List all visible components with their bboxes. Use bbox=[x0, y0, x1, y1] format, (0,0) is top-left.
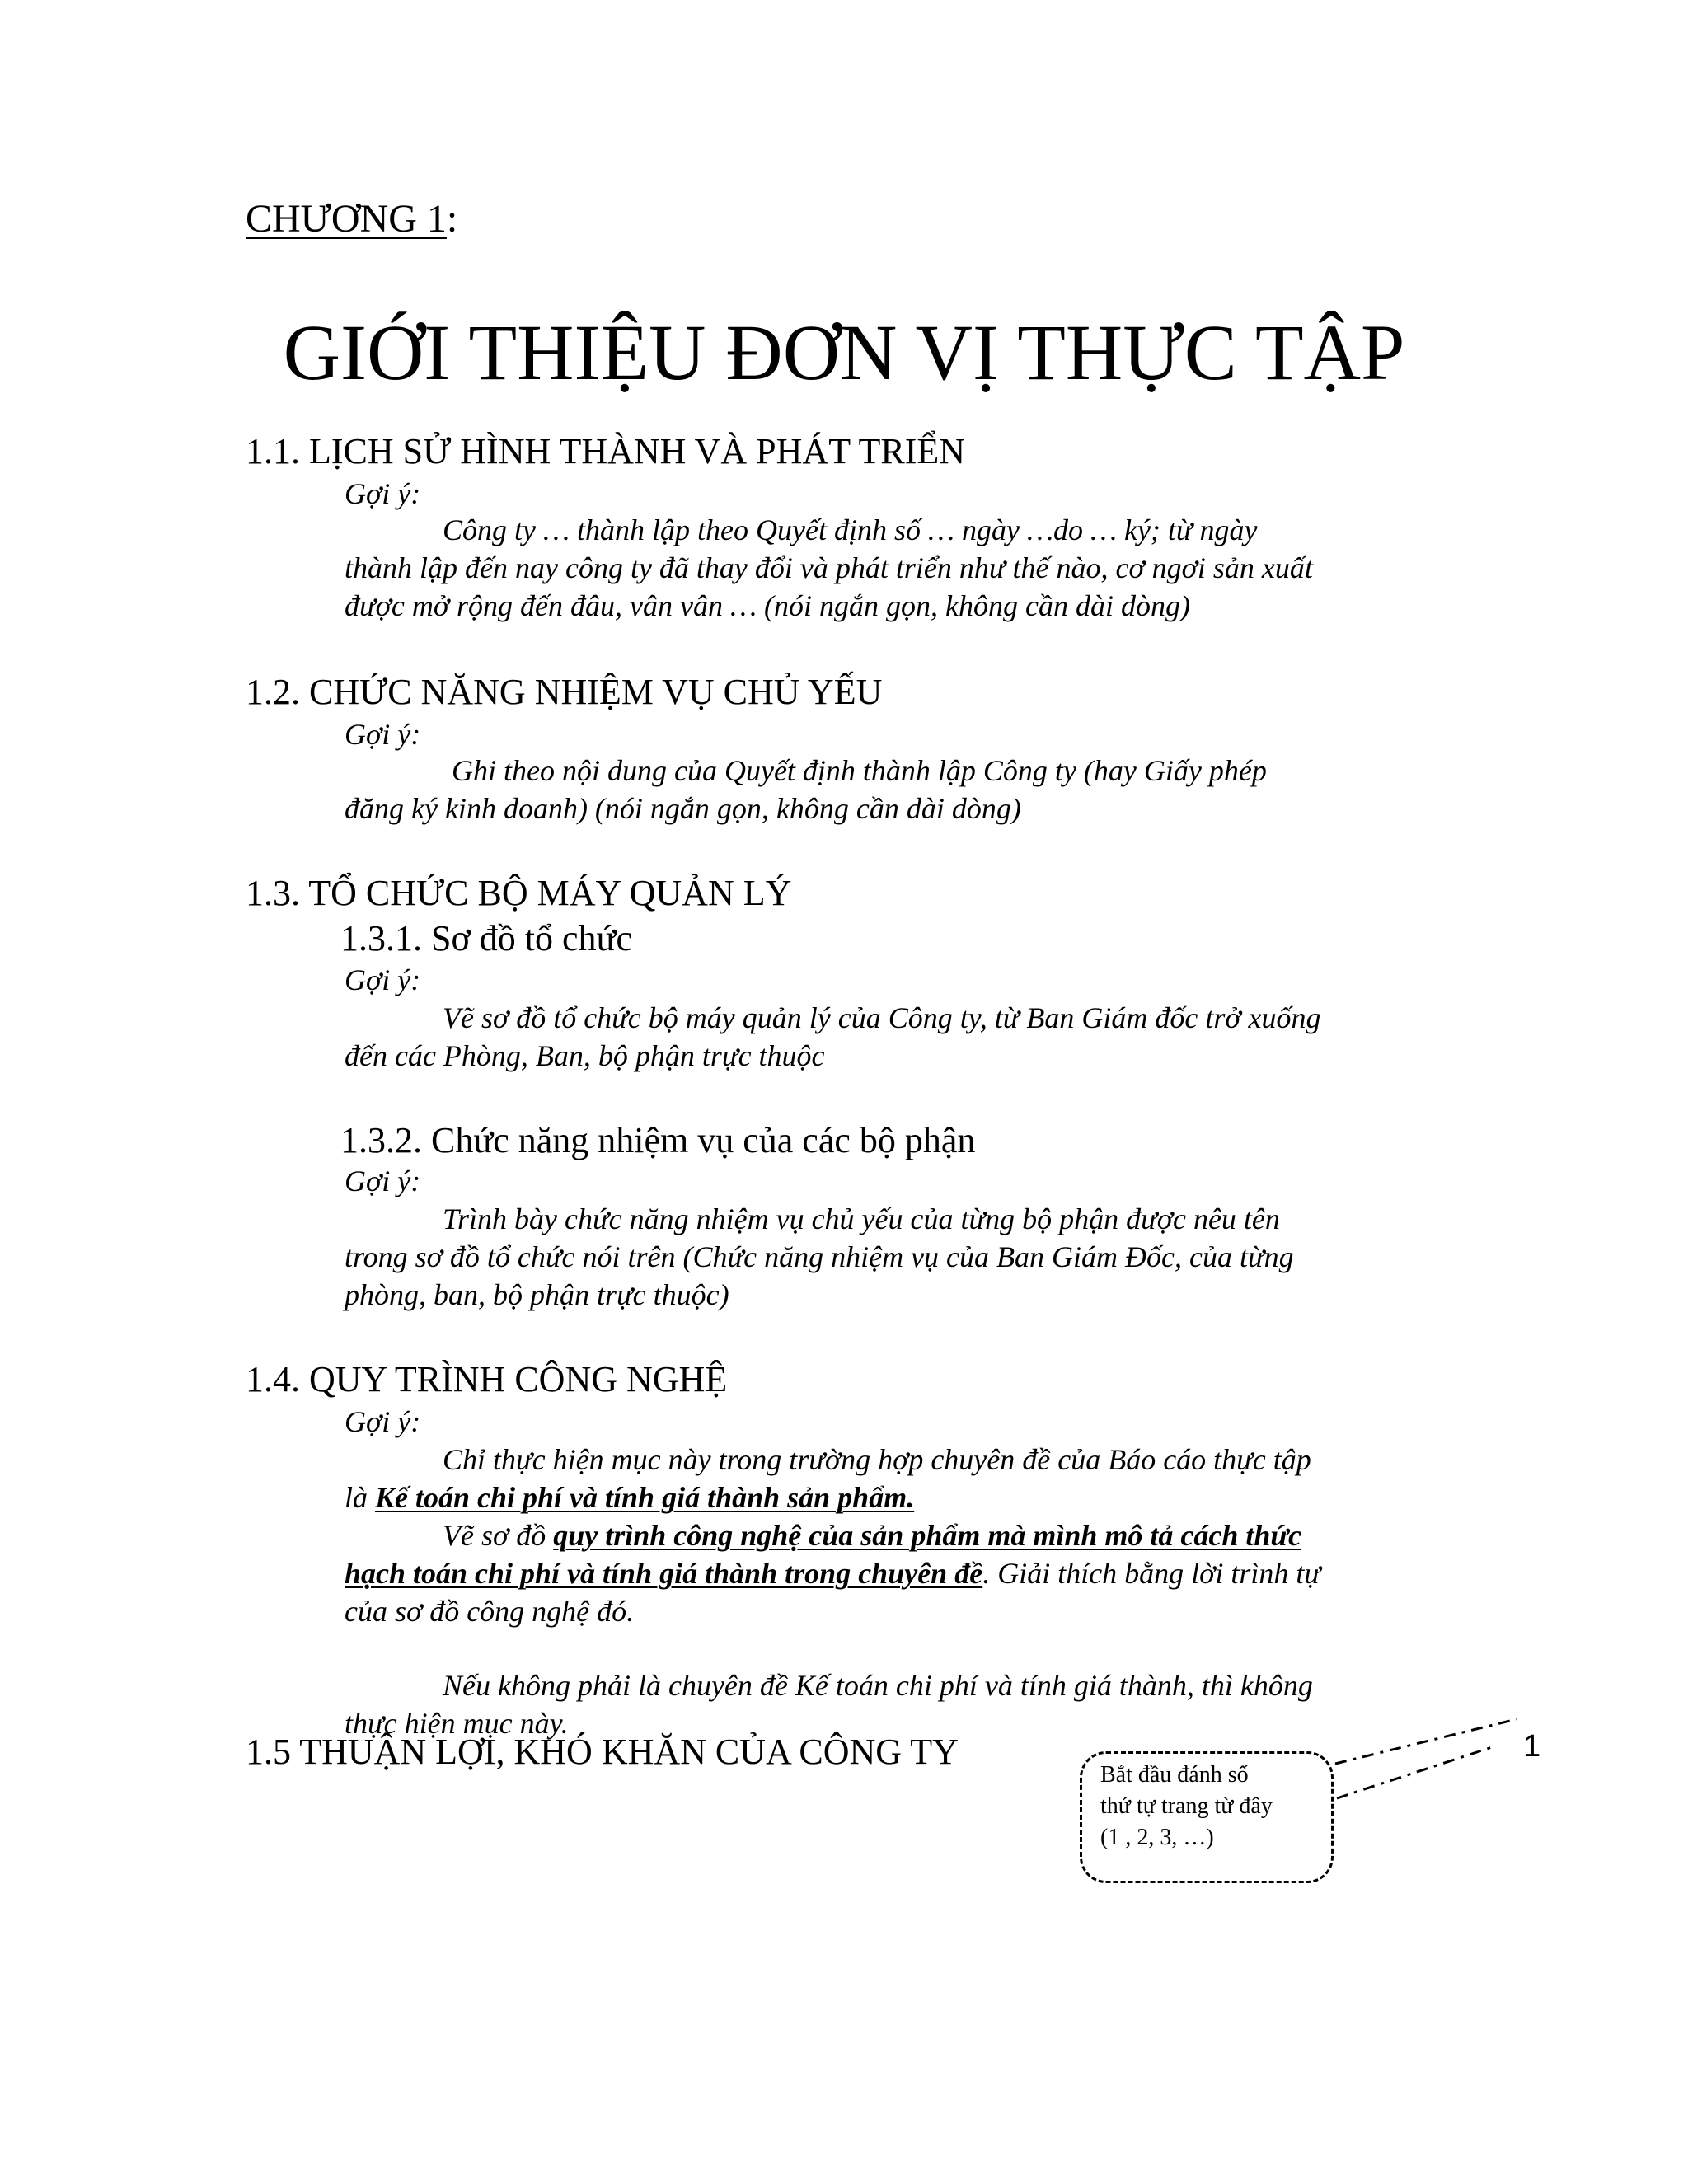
section-1-4-heading: 1.4. QUY TRÌNH CÔNG NGHỆ bbox=[246, 1359, 728, 1399]
hint-text: hạch toán chi phí và tính giá thành trong chuyên đề. Giải thích bằng lời trình tự bbox=[345, 1557, 1321, 1590]
section-1-5-heading: 1.5 THUẬN LỢI, KHÓ KHĂN CỦA CÔNG TY bbox=[246, 1732, 959, 1772]
section-1-3-1-heading: 1.3.1. Sơ đồ tổ chức bbox=[340, 918, 632, 958]
callout-text: (1 , 2, 3, …) bbox=[1100, 1825, 1214, 1850]
section-1-2-heading: 1.2. CHỨC NĂNG NHIỆM VỤ CHỦ YẾU bbox=[246, 672, 883, 712]
hint-text: được mở rộng đến đâu, vân vân … (nói ngắn gọn, không cần dài dòng) bbox=[345, 589, 1190, 622]
hint-text: của sơ đồ công nghệ đó. bbox=[345, 1595, 635, 1628]
hint-text: Chỉ thực hiện mục này trong trường hợp chuyên đề của Báo cáo thực tập bbox=[443, 1443, 1311, 1476]
hint-text: trong sơ đồ tổ chức nói trên (Chức năng nhiệm vụ của Ban Giám Đốc, của từng bbox=[345, 1240, 1294, 1273]
hint-text: Vẽ sơ đồ tổ chức bộ máy quản lý của Công ty, từ Ban Giám đốc trở xuống bbox=[443, 1001, 1321, 1034]
hint-text: Trình bày chức năng nhiệm vụ chủ yếu của từng bộ phận được nêu tên bbox=[443, 1202, 1280, 1235]
hint-label: Gợi ý: bbox=[345, 477, 421, 510]
page-number: 1 bbox=[1523, 1729, 1541, 1764]
hint-text: là Kế toán chi phí và tính giá thành sản phẩm. bbox=[345, 1481, 915, 1514]
hint-text: thực hiện mục này. bbox=[345, 1707, 569, 1740]
hint-text: Nếu không phải là chuyên đề Kế toán chi phí và tính giá thành, thì không bbox=[443, 1669, 1313, 1702]
section-1-1-heading: 1.1. LỊCH SỬ HÌNH THÀNH VÀ PHÁT TRIỂN bbox=[246, 431, 966, 471]
page-title: GIỚI THIỆU ĐƠN VỊ THỰC TẬP bbox=[283, 308, 1405, 396]
hint-text: Công ty … thành lập theo Quyết định số … ngày …do … ký; từ ngày bbox=[443, 513, 1258, 546]
emphasis-text: quy trình công nghệ của sản phẩm mà mình mô tả cách thức bbox=[553, 1519, 1301, 1552]
section-1-3-heading: 1.3. TỔ CHỨC BỘ MÁY QUẢN LÝ bbox=[246, 873, 792, 913]
hint-label: Gợi ý: bbox=[345, 963, 421, 996]
hint-text: thành lập đến nay công ty đã thay đổi và phát triển như thế nào, cơ ngơi sản xuất bbox=[345, 551, 1313, 584]
emphasis-text: Kế toán chi phí và tính giá thành sản phẩm. bbox=[375, 1481, 915, 1514]
hint-text: phòng, ban, bộ phận trực thuộc) bbox=[345, 1278, 729, 1311]
hint-text: Ghi theo nội dung của Quyết định thành lập Công ty (hay Giấy phép bbox=[452, 754, 1267, 787]
callout-text: thứ tự trang từ đây bbox=[1100, 1793, 1273, 1819]
hint-text: đến các Phòng, Ban, bộ phận trực thuộc bbox=[345, 1039, 825, 1072]
hint-label: Gợi ý: bbox=[345, 1165, 421, 1197]
callout-text: Bắt đầu đánh số bbox=[1100, 1762, 1249, 1788]
hint-label: Gợi ý: bbox=[345, 1405, 421, 1438]
emphasis-text: hạch toán chi phí và tính giá thành trong chuyên đề bbox=[345, 1557, 983, 1590]
chapter-label: CHƯƠNG 1: bbox=[246, 197, 458, 241]
hint-text: đăng ký kinh doanh) (nói ngắn gọn, không cần dài dòng) bbox=[345, 792, 1021, 825]
section-1-3-2-heading: 1.3.2. Chức năng nhiệm vụ của các bộ phận bbox=[340, 1120, 976, 1160]
hint-label: Gợi ý: bbox=[345, 718, 421, 751]
hint-text: Vẽ sơ đồ quy trình công nghệ của sản phẩm mà mình mô tả cách thức bbox=[443, 1519, 1301, 1552]
